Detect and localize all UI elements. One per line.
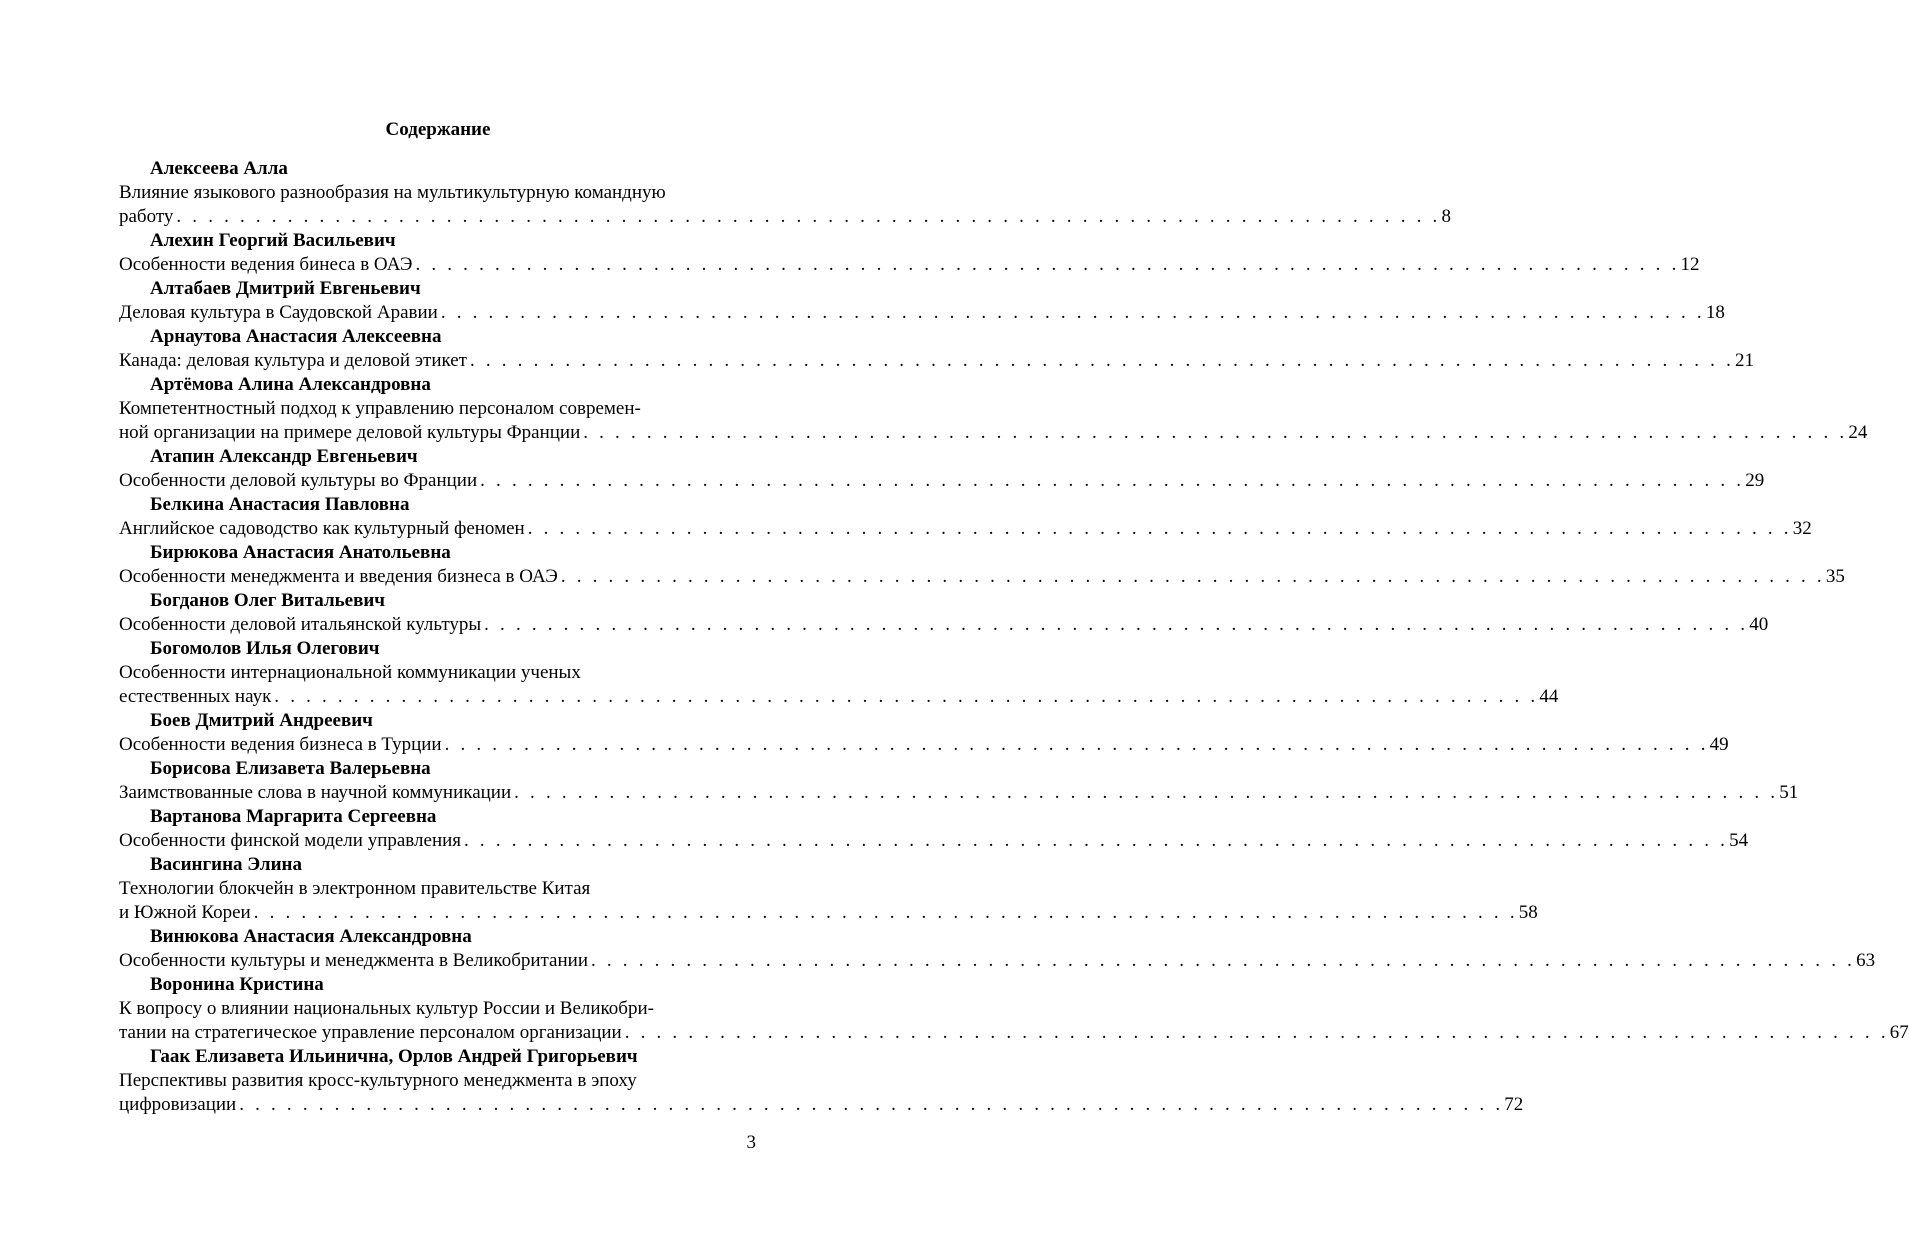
article-title	[119, 877, 1538, 925]
article-title	[119, 829, 1749, 853]
article-title	[119, 661, 1559, 709]
article-title	[119, 181, 1451, 229]
author-name: Борисова Елизавета Валерьевна	[150, 758, 431, 779]
dot-leader: . . . . . . . . . . . . . . . . . . . . . . . . . . . . . . . . . . . . . . . . . . . . . . . . . . . . . . . . . . . . . . . . . . . . . . . . . . . . . . . .	[239, 1094, 1504, 1115]
author-name: Васингина Элина	[150, 854, 302, 875]
page-ref: 40	[1749, 614, 1769, 635]
author-name: Алехин Георгий Васильевич	[150, 230, 396, 251]
title-line: К вопросу о влиянии национальных культур России и Великобри-	[119, 998, 654, 1019]
page-ref: 58	[1518, 902, 1538, 923]
page-ref: 54	[1729, 830, 1749, 851]
page-ref: 32	[1792, 518, 1812, 539]
page-ref: 18	[1705, 302, 1725, 323]
page-ref: 44	[1539, 686, 1559, 707]
title-line: Особенности менеджмента и введения бизнеса в ОАЭ	[119, 566, 558, 587]
title-line-with-page	[119, 205, 1451, 229]
title-line-with-page	[119, 1093, 1524, 1117]
article-title	[119, 733, 1729, 757]
toc-entry	[119, 277, 1725, 325]
article-title	[119, 781, 1799, 805]
title-line-with-page	[119, 829, 1749, 853]
toc-entry	[119, 157, 1451, 229]
dot-leader: . . . . . . . . . . . . . . . . . . . . . . . . . . . . . . . . . . . . . . . . . . . . . . . . . . . . . . . . . . . . . . . . . . . . . . . . . . . . . . . .	[583, 422, 1848, 443]
page-ref: 51	[1779, 782, 1799, 803]
title-line: Особенности ведения бинеса в ОАЭ	[119, 254, 413, 275]
author-name: Богомолов Илья Олегович	[150, 638, 380, 659]
page-number: 3	[746, 1132, 756, 1153]
title-line-with-page	[119, 685, 1559, 709]
toc-entry	[119, 637, 1559, 709]
toc-entry	[119, 493, 1812, 541]
title-line-with-page	[119, 901, 1538, 925]
title-line: Технологии блокчейн в электронном правительстве Китая	[119, 878, 591, 899]
title-line: Деловая культура в Саудовской Аравии	[119, 302, 438, 323]
dot-leader: . . . . . . . . . . . . . . . . . . . . . . . . . . . . . . . . . . . . . . . . . . . . . . . . . . . . . . . . . . . . . . . . . . . . . . . . . . . . . . . .	[514, 782, 1779, 803]
article-title	[119, 469, 1765, 493]
author-name: Богданов Олег Витальевич	[150, 590, 386, 611]
dot-leader: . . . . . . . . . . . . . . . . . . . . . . . . . . . . . . . . . . . . . . . . . . . . . . . . . . . . . . . . . . . . . . . . . . . . . . . . . . . . . . . .	[527, 518, 1792, 539]
page-ref: 49	[1709, 734, 1729, 755]
article-title	[119, 253, 1700, 277]
toc-entry	[119, 925, 1876, 973]
title-line: Влияние языкового разнообразия на мультикультурную командную	[119, 182, 666, 203]
toc-entry	[119, 757, 1799, 805]
dot-leader: . . . . . . . . . . . . . . . . . . . . . . . . . . . . . . . . . . . . . . . . . . . . . . . . . . . . . . . . . . . . . . . . . . . . . . . . . . . . . . . .	[440, 302, 1705, 323]
dot-leader: . . . . . . . . . . . . . . . . . . . . . . . . . . . . . . . . . . . . . . . . . . . . . . . . . . . . . . . . . . . . . . . . . . . . . . . . . . . . . . . .	[484, 614, 1749, 635]
page-ref: 63	[1856, 950, 1876, 971]
title-line: естественных наук	[119, 686, 272, 707]
title-line: ной организации на примере деловой культуры Франции	[119, 422, 581, 443]
toc-entry	[119, 373, 1868, 445]
title-line-with-page	[119, 781, 1799, 805]
title-line-with-page	[119, 565, 1845, 589]
toc-entry	[119, 589, 1769, 637]
article-title	[119, 349, 1755, 373]
author-name: Вартанова Маргарита Сергеевна	[150, 806, 437, 827]
dot-leader: . . . . . . . . . . . . . . . . . . . . . . . . . . . . . . . . . . . . . . . . . . . . . . . . . . . . . . . . . . . . . . . . . . . . . . . . . . . . . . . .	[253, 902, 1518, 923]
title-line: Особенности ведения бизнеса в Турции	[119, 734, 442, 755]
author-name: Винюкова Анастасия Александровна	[150, 926, 472, 947]
title-line: Особенности деловой культуры во Франции	[119, 470, 478, 491]
page-ref: 12	[1680, 254, 1700, 275]
dot-leader: . . . . . . . . . . . . . . . . . . . . . . . . . . . . . . . . . . . . . . . . . . . . . . . . . . . . . . . . . . . . . . . . . . . . . . . . . . . . . . . .	[591, 950, 1856, 971]
toc-entry	[119, 1045, 1524, 1117]
toc-entry	[119, 541, 1845, 589]
title-line: Компетентностный подход к управлению персоналом современ-	[119, 398, 641, 419]
title-line-with-page	[119, 421, 1868, 445]
title-line: Особенности культуры и менеджмента в Великобритании	[119, 950, 588, 971]
title-line: Канада: деловая культура и деловой этикет	[119, 350, 467, 371]
title-line-with-page	[119, 613, 1769, 637]
author-name: Бирюкова Анастасия Анатольевна	[150, 542, 451, 563]
toc-entry	[119, 709, 1729, 757]
title-line: работу	[119, 206, 174, 227]
author-name: Алексеева Алла	[150, 158, 288, 179]
page-ref: 8	[1441, 206, 1451, 227]
article-title	[119, 613, 1769, 637]
article-title	[119, 565, 1845, 589]
table-of-contents	[119, 157, 1909, 1117]
toc-entry	[119, 805, 1749, 853]
author-name: Боев Дмитрий Андреевич	[150, 710, 373, 731]
author-name: Воронина Кристина	[150, 974, 324, 995]
dot-leader: . . . . . . . . . . . . . . . . . . . . . . . . . . . . . . . . . . . . . . . . . . . . . . . . . . . . . . . . . . . . . . . . . . . . . . . . . . . . . . . .	[464, 830, 1729, 851]
article-title	[119, 397, 1868, 445]
title-line: Особенности деловой итальянской культуры	[119, 614, 482, 635]
page-ref: 24	[1848, 422, 1868, 443]
page-ref: 72	[1504, 1094, 1524, 1115]
title-line-with-page	[119, 517, 1812, 541]
title-line: Английское садоводство как культурный феномен	[119, 518, 525, 539]
dot-leader: . . . . . . . . . . . . . . . . . . . . . . . . . . . . . . . . . . . . . . . . . . . . . . . . . . . . . . . . . . . . . . . . . . . . . . . . . . . . . . . .	[444, 734, 1709, 755]
page-ref: 35	[1825, 566, 1845, 587]
title-line: Заимствованные слова в научной коммуникации	[119, 782, 512, 803]
page-ref: 67	[1889, 1022, 1909, 1043]
dot-leader: . . . . . . . . . . . . . . . . . . . . . . . . . . . . . . . . . . . . . . . . . . . . . . . . . . . . . . . . . . . . . . . . . . . . . . . . . . . . . . . .	[274, 686, 1539, 707]
toc-entry	[119, 229, 1700, 277]
article-title	[119, 1069, 1524, 1117]
article-title	[119, 949, 1876, 973]
dot-leader: . . . . . . . . . . . . . . . . . . . . . . . . . . . . . . . . . . . . . . . . . . . . . . . . . . . . . . . . . . . . . . . . . . . . . . . . . . . . . . . .	[415, 254, 1680, 275]
author-name: Гаак Елизавета Ильинична, Орлов Андрей Григорьевич	[150, 1046, 638, 1067]
title-line: Особенности интернациональной коммуникации ученых	[119, 662, 581, 683]
dot-leader: . . . . . . . . . . . . . . . . . . . . . . . . . . . . . . . . . . . . . . . . . . . . . . . . . . . . . . . . . . . . . . . . . . . . . . . . . . . . . . . .	[480, 470, 1745, 491]
title-line-with-page	[119, 349, 1755, 373]
title-line-with-page	[119, 301, 1725, 325]
title-line: тании на стратегическое управление персоналом организации	[119, 1022, 622, 1043]
title-line: и Южной Кореи	[119, 902, 251, 923]
page-ref: 21	[1735, 350, 1755, 371]
title-line-with-page	[119, 733, 1729, 757]
title-line: цифровизации	[119, 1094, 237, 1115]
page-title: Содержание	[385, 119, 491, 140]
title-line-with-page	[119, 469, 1765, 493]
title-line-with-page	[119, 1021, 1909, 1045]
author-name: Белкина Анастасия Павловна	[150, 494, 410, 515]
dot-leader: . . . . . . . . . . . . . . . . . . . . . . . . . . . . . . . . . . . . . . . . . . . . . . . . . . . . . . . . . . . . . . . . . . . . . . . . . . . . . . . .	[624, 1022, 1889, 1043]
toc-entry	[119, 325, 1755, 373]
toc-entry	[119, 973, 1909, 1045]
author-name: Артёмова Алина Александровна	[150, 374, 431, 395]
author-name: Арнаутова Анастасия Алексеевна	[150, 326, 442, 347]
dot-leader: . . . . . . . . . . . . . . . . . . . . . . . . . . . . . . . . . . . . . . . . . . . . . . . . . . . . . . . . . . . . . . . . . . . . . . . . . . . . . . . .	[469, 350, 1735, 371]
author-name: Атапин Александр Евгеньевич	[150, 446, 418, 467]
title-line-with-page	[119, 949, 1876, 973]
page-ref: 29	[1745, 470, 1765, 491]
article-title	[119, 517, 1812, 541]
article-title	[119, 997, 1909, 1045]
author-name: Алтабаев Дмитрий Евгеньевич	[150, 278, 421, 299]
dot-leader: . . . . . . . . . . . . . . . . . . . . . . . . . . . . . . . . . . . . . . . . . . . . . . . . . . . . . . . . . . . . . . . . . . . . . . . . . . . . . . . .	[560, 566, 1825, 587]
toc-entry	[119, 445, 1765, 493]
title-line: Перспективы развития кросс-культурного менеджмента в эпоху	[119, 1070, 637, 1091]
dot-leader: . . . . . . . . . . . . . . . . . . . . . . . . . . . . . . . . . . . . . . . . . . . . . . . . . . . . . . . . . . . . . . . . . . . . . . . . . . . . . . . .	[176, 206, 1441, 227]
article-title	[119, 301, 1725, 325]
toc-entry	[119, 853, 1538, 925]
title-line: Особенности финской модели управления	[119, 830, 462, 851]
title-line-with-page	[119, 253, 1700, 277]
